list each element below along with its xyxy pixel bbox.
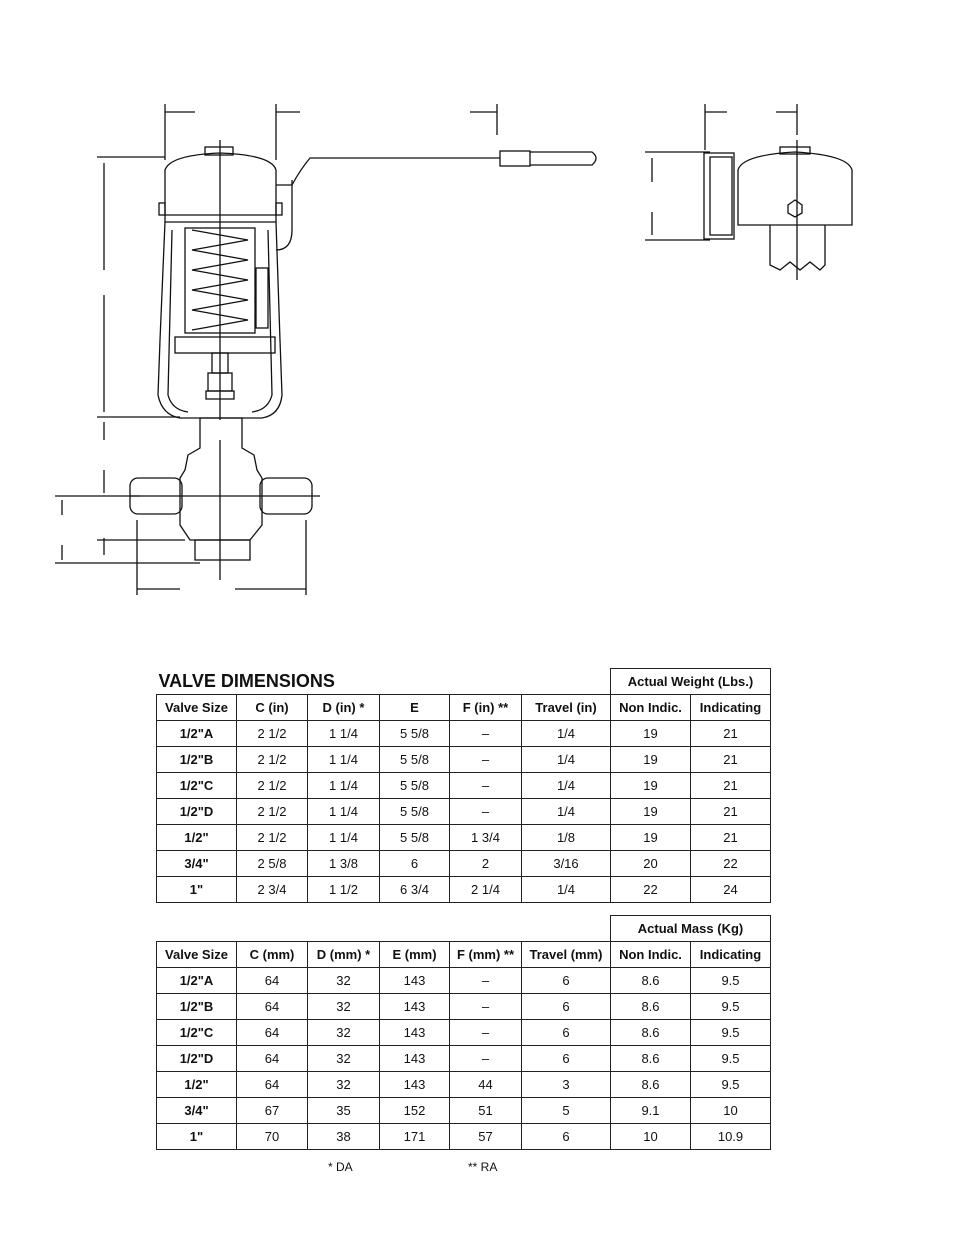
table-cell: 8.6 xyxy=(611,994,691,1020)
table-cell: 64 xyxy=(237,1046,308,1072)
table-cell: – xyxy=(450,747,522,773)
title-row xyxy=(157,669,771,695)
table-cell: 171 xyxy=(380,1124,450,1150)
column-header: C (mm) xyxy=(237,942,308,968)
table-cell: 143 xyxy=(380,1046,450,1072)
table-row xyxy=(157,825,771,851)
table-cell: 21 xyxy=(691,773,771,799)
table-cell: 8.6 xyxy=(611,968,691,994)
table-cell: 24 xyxy=(691,877,771,903)
header-row xyxy=(157,695,771,721)
table-cell: – xyxy=(450,994,522,1020)
table-cell: 67 xyxy=(237,1098,308,1124)
table-cell: 5 5/8 xyxy=(380,721,450,747)
table-cell: – xyxy=(450,968,522,994)
column-header: F (in) ** xyxy=(450,695,522,721)
table-row xyxy=(157,1072,771,1098)
table-cell: 51 xyxy=(450,1098,522,1124)
table-cell: 32 xyxy=(308,968,380,994)
table-cell: 8.6 xyxy=(611,1046,691,1072)
table-cell: 8.6 xyxy=(611,1072,691,1098)
imperial-dimensions-table xyxy=(156,668,771,903)
weight-group-header: Actual Weight (Lbs.) xyxy=(611,669,771,695)
table-cell: 1 1/4 xyxy=(308,825,380,851)
table-cell: 57 xyxy=(450,1124,522,1150)
table-cell: 2 1/2 xyxy=(237,721,308,747)
table-row xyxy=(157,773,771,799)
table-row xyxy=(157,851,771,877)
table-cell: 38 xyxy=(308,1124,380,1150)
table-cell: 64 xyxy=(237,994,308,1020)
table-cell: 1 1/4 xyxy=(308,773,380,799)
table-cell: 21 xyxy=(691,721,771,747)
table-cell: 1 1/2 xyxy=(308,877,380,903)
table-cell: 10 xyxy=(691,1098,771,1124)
column-header: Valve Size xyxy=(157,942,237,968)
table-cell: 6 3/4 xyxy=(380,877,450,903)
column-header: Non Indic. xyxy=(611,942,691,968)
table-cell: 6 xyxy=(522,994,611,1020)
table-cell: 22 xyxy=(611,877,691,903)
table-cell: 32 xyxy=(308,1072,380,1098)
table-cell: 32 xyxy=(308,1020,380,1046)
table-cell: 64 xyxy=(237,1020,308,1046)
table-cell: 3/16 xyxy=(522,851,611,877)
table-cell: 143 xyxy=(380,1020,450,1046)
title-row xyxy=(157,916,771,942)
table-cell: 1/4 xyxy=(522,877,611,903)
table-cell: 10.9 xyxy=(691,1124,771,1150)
table-cell: 1 1/4 xyxy=(308,721,380,747)
table-cell: 64 xyxy=(237,968,308,994)
column-header: F (mm) ** xyxy=(450,942,522,968)
valve-size-cell: 1/2"B xyxy=(157,747,237,773)
table-cell: 6 xyxy=(522,1124,611,1150)
mass-group-header: Actual Mass (Kg) xyxy=(611,916,771,942)
column-header: Indicating xyxy=(691,695,771,721)
table-cell: 21 xyxy=(691,825,771,851)
table-cell: 19 xyxy=(611,721,691,747)
table-cell: 143 xyxy=(380,968,450,994)
table-cell: 35 xyxy=(308,1098,380,1124)
table-cell: 22 xyxy=(691,851,771,877)
table-cell: 2 1/2 xyxy=(237,825,308,851)
table-cell: 2 3/4 xyxy=(237,877,308,903)
table-cell: 2 1/2 xyxy=(237,747,308,773)
table-cell: 1 1/4 xyxy=(308,747,380,773)
valve-size-cell: 1/2"A xyxy=(157,721,237,747)
footnote-da: * DA xyxy=(328,1160,353,1174)
table-cell: 8.6 xyxy=(611,1020,691,1046)
table-cell: 143 xyxy=(380,994,450,1020)
table-row xyxy=(157,877,771,903)
table-cell: 6 xyxy=(522,1046,611,1072)
table-cell: 6 xyxy=(522,1020,611,1046)
table-cell: 44 xyxy=(450,1072,522,1098)
column-header: E (mm) xyxy=(380,942,450,968)
table-cell: 1 1/4 xyxy=(308,799,380,825)
table-cell: 2 5/8 xyxy=(237,851,308,877)
table-cell: 2 1/4 xyxy=(450,877,522,903)
table-cell: 1/4 xyxy=(522,773,611,799)
column-header: C (in) xyxy=(237,695,308,721)
table-cell: 1/4 xyxy=(522,721,611,747)
valve-size-cell: 1/2"B xyxy=(157,994,237,1020)
table-cell: 1 3/4 xyxy=(450,825,522,851)
table-cell: – xyxy=(450,773,522,799)
table-cell: 2 1/2 xyxy=(237,773,308,799)
column-header: Non Indic. xyxy=(611,695,691,721)
valve-size-cell: 1" xyxy=(157,877,237,903)
table-cell: 70 xyxy=(237,1124,308,1150)
table-cell: 32 xyxy=(308,1046,380,1072)
valve-size-cell: 1/2"D xyxy=(157,1046,237,1072)
table-row xyxy=(157,1098,771,1124)
table-cell: – xyxy=(450,1020,522,1046)
header-row xyxy=(157,942,771,968)
table-cell: 6 xyxy=(380,851,450,877)
table-cell: 9.5 xyxy=(691,1072,771,1098)
table-row xyxy=(157,1020,771,1046)
valve-size-cell: 1/2" xyxy=(157,1072,237,1098)
column-header: Indicating xyxy=(691,942,771,968)
table-row xyxy=(157,994,771,1020)
table-cell: 1/4 xyxy=(522,747,611,773)
table-cell: – xyxy=(450,721,522,747)
table-title: VALVE DIMENSIONS xyxy=(157,669,611,695)
table-cell: 1/8 xyxy=(522,825,611,851)
valve-size-cell: 1/2"C xyxy=(157,1020,237,1046)
table-cell: 5 5/8 xyxy=(380,747,450,773)
table-cell: 19 xyxy=(611,825,691,851)
table-cell: 9.1 xyxy=(611,1098,691,1124)
table-cell: – xyxy=(450,799,522,825)
table-row xyxy=(157,747,771,773)
valve-size-cell: 1/2" xyxy=(157,825,237,851)
table-cell: 10 xyxy=(611,1124,691,1150)
valve-size-cell: 1/2"C xyxy=(157,773,237,799)
table-cell: 9.5 xyxy=(691,1020,771,1046)
table-cell: 20 xyxy=(611,851,691,877)
table-cell: 6 xyxy=(522,968,611,994)
imperial-body xyxy=(157,721,771,903)
table-cell: 1 3/8 xyxy=(308,851,380,877)
table-row xyxy=(157,1046,771,1072)
valve-size-cell: 3/4" xyxy=(157,1098,237,1124)
table-row xyxy=(157,968,771,994)
table-cell: 2 xyxy=(450,851,522,877)
valve-size-cell: 1/2"A xyxy=(157,968,237,994)
valve-size-cell: 3/4" xyxy=(157,851,237,877)
footnote-ra: ** RA xyxy=(468,1160,498,1174)
table-row xyxy=(157,1124,771,1150)
table-cell: 3 xyxy=(522,1072,611,1098)
table-cell: 19 xyxy=(611,799,691,825)
valve-size-cell: 1/2"D xyxy=(157,799,237,825)
table-cell: 19 xyxy=(611,773,691,799)
table-cell: 5 xyxy=(522,1098,611,1124)
table-cell: 21 xyxy=(691,747,771,773)
column-header: Travel (in) xyxy=(522,695,611,721)
table-cell: 32 xyxy=(308,994,380,1020)
column-header: Valve Size xyxy=(157,695,237,721)
column-header: E xyxy=(380,695,450,721)
table-cell: 5 5/8 xyxy=(380,825,450,851)
table-cell: – xyxy=(450,1046,522,1072)
table-row xyxy=(157,721,771,747)
table-cell: 9.5 xyxy=(691,994,771,1020)
column-header: Travel (mm) xyxy=(522,942,611,968)
column-header: D (in) * xyxy=(308,695,380,721)
table-row xyxy=(157,799,771,825)
table-cell: 5 5/8 xyxy=(380,799,450,825)
table-cell: 2 1/2 xyxy=(237,799,308,825)
table-cell: 9.5 xyxy=(691,968,771,994)
table-cell: 152 xyxy=(380,1098,450,1124)
table-cell: 5 5/8 xyxy=(380,773,450,799)
metric-dimensions-table xyxy=(156,915,771,1150)
table-cell: 9.5 xyxy=(691,1046,771,1072)
table-cell: 19 xyxy=(611,747,691,773)
metric-body xyxy=(157,968,771,1150)
column-header: D (mm) * xyxy=(308,942,380,968)
valve-size-cell: 1" xyxy=(157,1124,237,1150)
table-cell: 143 xyxy=(380,1072,450,1098)
table-cell: 64 xyxy=(237,1072,308,1098)
table-cell: 21 xyxy=(691,799,771,825)
table-cell: 1/4 xyxy=(522,799,611,825)
